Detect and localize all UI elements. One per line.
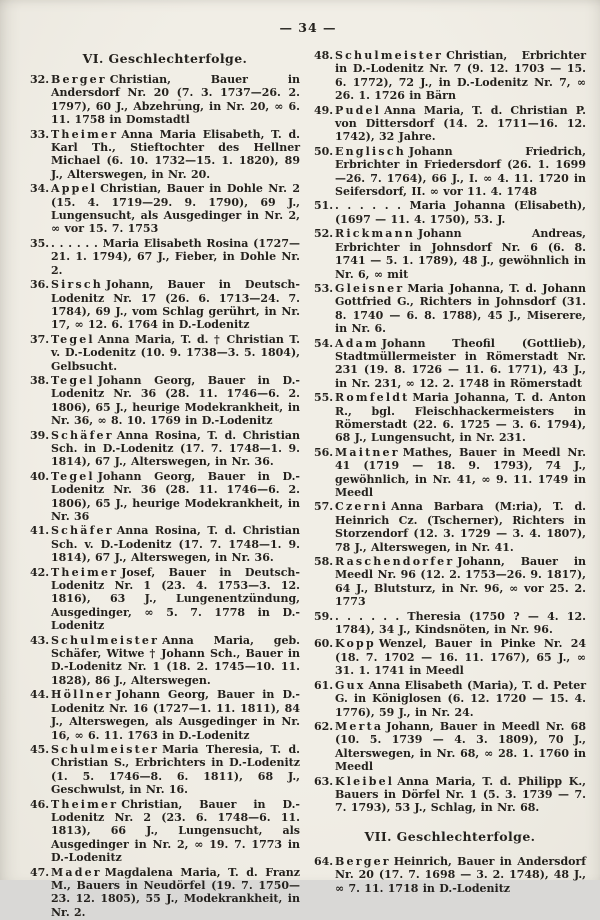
entry-surname: Theimer: [51, 565, 119, 579]
entry-surname: Schulmeister: [335, 49, 444, 62]
entry-text: Christian, Bauer in Andersdorf Nr. 20 (7. 3. 1737—26. 2. 1797), 60 J., Abzehrung, in Nr. 20, ∞ 6. 11. 1758 in Domstadtl: [51, 73, 300, 127]
genealogy-entry: [314, 610, 586, 637]
entry-text: Johann, Bauer in Meedl Nr. 96 (12. 2. 1753—26. 9. 1817), 64 J., Blutsturz, in Nr. 96, ∞ vor 25. 2. 1773: [335, 555, 586, 609]
ink-speck: [178, 99, 181, 101]
genealogy-entry: [314, 227, 586, 281]
genealogy-entry: [314, 720, 586, 774]
genealogy-entry: [314, 679, 586, 719]
genealogy-entry: [314, 49, 586, 103]
entry-surname: Theimer: [51, 127, 119, 141]
genealogy-entry: [30, 182, 300, 236]
genealogy-entry: [314, 145, 586, 199]
genealogy-entry: [314, 282, 586, 336]
genealogy-entry: [30, 866, 300, 920]
entry-number: 61.: [314, 678, 334, 692]
entry-number: 35.: [30, 236, 50, 250]
entry-text: Johann, Bauer in Deutsch-Lodenitz Nr. 17 (26. 6. 1713—24. 7. 1784), 69 J., vom Schlag gerührt, in Nr. 17, ∞ 12. 6. 1764 in D.-Lodenitz: [51, 278, 300, 332]
entry-surname: Schulmeister: [51, 742, 160, 756]
genealogy-entry: [30, 278, 300, 332]
entry-text: Johann, Bauer in Meedl Nr. 68 (10. 5. 1739 — 4. 3. 1809), 70 J., Alterswegen, in Nr. 68, ∞ 28. 1. 1760 in Meedl: [335, 719, 586, 774]
entry-surname: Schäfer: [51, 428, 114, 442]
entry-number: 58.: [314, 555, 334, 569]
entry-text: Christian, Bauer in D.-Lodenitz Nr. 2 (23. 6. 1748—6. 11. 1813), 66 J., Lungensucht, als Ausgedinger in Nr. 2, ∞ 19. 7. 1773 in D.-Lodenitz: [51, 797, 300, 865]
entry-text: Anna Maria, T. d. † Christian T. v. D.-Lodenitz (10. 9. 1738—3. 5. 1804), Gelbsucht.: [51, 332, 300, 373]
entry-text: Anna Maria, T. d. Christian P. von Dittersdorf (14. 2. 1711—16. 12. 1742), 32 Jahre.: [335, 103, 586, 144]
section-heading-vi: VI. Geschlechterfolge.: [82, 51, 248, 66]
entry-surname: Rickmann: [335, 227, 416, 241]
entry-number: 47.: [30, 865, 50, 879]
entry-text: Magdalena Maria, T. d. Franz M., Bauers in Neudörfel (19. 7. 1750—23. 12. 1805), 55 J., Modekrankheit, in Nr. 2.: [51, 865, 300, 919]
entry-number: 34.: [30, 182, 50, 196]
entry-surname: Berger: [335, 854, 391, 868]
genealogy-entry: [30, 333, 300, 373]
genealogy-entry: [30, 73, 300, 127]
genealogy-entry: [30, 429, 300, 469]
genealogy-entry: [30, 128, 300, 182]
page-number: — 34 —: [279, 20, 337, 35]
genealogy-entry: [314, 104, 586, 144]
entry-number: 60.: [314, 637, 334, 651]
entry-surname: Czerni: [335, 500, 389, 514]
genealogy-entry: [314, 637, 586, 677]
entry-text: Christian, Erbrichter in D.-Lodenitz Nr. 7 (9. 12. 1703 — 15. 6. 1772), 72 J., in D.-Lodenitz Nr. 7, ∞ 26. 1. 1726 in Bärn: [335, 49, 586, 103]
entry-surname: Pudel: [335, 103, 382, 117]
entry-number: 46.: [30, 797, 50, 811]
entry-surname: Appel: [51, 182, 98, 196]
ink-speck: [223, 57, 225, 59]
entry-text: Mathes, Bauer in Meedl Nr. 41 (1719 — 18. 9. 1793), 74 J., gewöhnlich, in Nr. 41, ∞ 9. 11. 1749 in Meedl: [335, 445, 586, 499]
entry-surname: Berger: [51, 73, 107, 86]
entry-text: Johann Friedrich, Erbrichter in Friedersdorf (26. 1. 1699—26. 7. 1764), 66 J., I. ∞ 4. 11. 1720 in Seifersdorf, II. ∞ vor 11. 4. 1748: [335, 144, 586, 199]
entry-number: 36.: [30, 278, 50, 292]
genealogy-entry: [30, 566, 300, 633]
genealogy-entry: [30, 374, 300, 428]
genealogy-entry: [314, 337, 586, 391]
entry-text: Anna Maria, T. d. Philipp K., Bauers in Dörfel Nr. 1 (5. 3. 1739 — 7. 7. 1793), 53 J., Schlag, in Nr. 68.: [335, 774, 586, 815]
entry-surname: Mader: [51, 865, 102, 879]
left-column: [30, 49, 300, 920]
right-column: [314, 49, 586, 920]
entry-text: Maria Johanna, T. d. Anton R., bgl. Fleischhackermeisters in Römerstadt (22. 6. 1725 — 3. 6. 1794), 68 J., Lungensucht, in Nr. 231.: [335, 391, 586, 445]
entry-surname: Höllner: [51, 688, 114, 702]
entry-number: 44.: [30, 688, 50, 702]
genealogy-entry: [314, 855, 586, 895]
entry-number: 52.: [314, 227, 334, 241]
entry-number: 63.: [314, 774, 334, 788]
genealogy-entry: [30, 798, 300, 865]
entry-surname: Schulmeister: [51, 633, 160, 647]
entry-surname: Merta: [335, 719, 384, 733]
entry-text: Wenzel, Bauer in Pinke Nr. 24 (18. 7. 1702 — 16. 11. 1767), 65 J., ∞ 31. 1. 1741 in Meedl: [335, 637, 586, 678]
entry-number: 45.: [30, 742, 50, 756]
entry-text: Anna Barbara (M:ria), T. d. Heinrich Cz. (Tscherner), Richters in Storzendorf (12. 3. 1729 — 3. 4. 1807), 78 J., Alterswegen, in Nr. 41.: [335, 500, 586, 554]
entry-list-right: [314, 49, 586, 815]
entry-text: Anna Rosina, T. d. Christian Sch. in D.-Lodenitz (17. 7. 1748—1. 9. 1814), 67 J., Alterswegen, in Nr. 36.: [51, 428, 300, 469]
genealogy-entry: [314, 391, 586, 445]
entry-number: 59.: [314, 609, 334, 623]
entry-number: 49.: [314, 103, 334, 117]
genealogy-entry: [314, 775, 586, 815]
section-heading-vii: VII. Geschlechterfolge.: [364, 828, 536, 844]
entry-surname: Kopp: [335, 637, 376, 651]
entry-number: 33.: [30, 127, 50, 141]
entry-surname: Gux: [335, 678, 366, 692]
entry-surname: Englisch: [335, 144, 406, 158]
entry-text: Anna Maria, geb. Schäfer, Witwe † Johann Sch., Bauer in D.-Lodenitz Nr. 1 (18. 2. 1745—10. 11. 1828), 86 J., Alterswegen.: [51, 633, 300, 687]
genealogy-entry: [314, 446, 586, 500]
entry-number: 50.: [314, 144, 334, 158]
genealogy-entry: [314, 555, 586, 609]
entry-text: . . . . . . Theresia (1750 ? — 4. 12. 1784), 34 J., Kindsnöten, in Nr. 96.: [335, 609, 586, 637]
genealogy-entry: [30, 743, 300, 797]
genealogy-entry: [30, 237, 300, 277]
entry-number: 64.: [314, 854, 334, 868]
entry-number: 48.: [314, 49, 334, 62]
genealogy-entry: [30, 524, 300, 564]
genealogy-entry: [30, 688, 300, 742]
entry-surname: Raschendorfer: [335, 555, 455, 569]
entry-number: 51.: [314, 199, 334, 213]
entry-surname: Romfeldt: [335, 391, 410, 405]
entry-text: Johann Georg, Bauer in D.-Lodenitz Nr. 36 (28. 11. 1746—6. 2. 1806), 65 J., heurige Modekrankheit, in Nr. 36: [51, 469, 300, 523]
genealogy-entry: [314, 500, 586, 554]
entry-number: 41.: [30, 524, 50, 538]
entry-number: 39.: [30, 428, 50, 442]
entry-text: . . . . . . Maria Elisabeth Rosina (1727—21. 1. 1794), 67 J., Fieber, in Dohle Nr. 2.: [51, 236, 300, 277]
ink-speck: [282, 871, 286, 873]
entry-number: 53.: [314, 281, 334, 295]
entry-text: Johann Andreas, Erbrichter in Johnsdorf Nr. 6 (6. 8. 1741 — 5. 1. 1789), 48 J., gewöhnlich in Nr. 6, ∞ mit: [335, 227, 586, 281]
entry-number: 37.: [30, 332, 50, 346]
entry-surname: Tegel: [51, 469, 95, 483]
entry-text: Josef, Bauer in Deutsch-Lodenitz Nr. 1 (23. 4. 1753—3. 12. 1816), 63 J., Lungenentzündung, Ausgedinger, ∞ 5. 7. 1778 in D.-Lodenitz: [51, 565, 300, 633]
two-column-layout: [30, 49, 586, 920]
entry-surname: Theimer: [51, 797, 119, 811]
entry-text: Christian, Bauer in Dohle Nr. 2 (15. 4. 1719—29. 9. 1790), 69 J., Lungensucht, als Ausgedinger in Nr. 2, ∞ vor 15. 7. 1753: [51, 182, 300, 236]
entry-text: Maria Theresia, T. d. Christian S., Erbrichters in D.-Lodenitz (1. 5. 1746—8. 6. 1811), 68 J., Geschwulst, in Nr. 16.: [51, 742, 300, 797]
entry-text: Johann Georg, Bauer in D.-Lodenitz Nr. 36 (28. 11. 1746—6. 2. 1806), 65 J., heurige Modekrankheit, in Nr. 36, ∞ 8. 10. 1769 in D.-Lodenitz: [51, 373, 300, 428]
entry-number: 54.: [314, 336, 334, 350]
entry-number: 42.: [30, 565, 50, 579]
entry-text: . . . . . . Maria Johanna (Elisabeth), (1697 — 11. 4. 1750), 53. J.: [335, 199, 586, 226]
genealogy-entry: [30, 634, 300, 688]
entry-surname: Schäfer: [51, 524, 114, 538]
entry-text: Johann Georg, Bauer in D.-Lodenitz Nr. 16 (1727—1. 11. 1811), 84 J., Alterswegen, als Ausgedinger in Nr. 16, ∞ 6. 11. 1763 in D.-Lodenitz: [51, 688, 300, 742]
entry-surname: Tegel: [51, 373, 95, 387]
entry-list-right-vii: [314, 855, 586, 895]
entry-text: Johann Theofil (Gottlieb), Stadtmüllermeister in Römerstadt Nr. 231 (19. 8. 1726 — 11. 6. 1771), 43 J., in Nr. 231, ∞ 12. 2. 1748 in Römerstadt: [335, 336, 586, 390]
entry-surname: Tegel: [51, 332, 95, 346]
entry-number: 38.: [30, 373, 50, 387]
entry-text: Anna Maria Elisabeth, T. d. Karl Th., Stieftochter des Hellner Michael (6. 10. 1732—15. 1. 1820), 89 J., Alterswegen, in Nr. 20.: [51, 127, 300, 181]
entry-text: Maria Johanna, T. d. Johann Gottfried G., Richters in Johnsdorf (31. 8. 1740 — 6. 8. 1788), 45 J., Miserere, in Nr. 6.: [335, 281, 586, 336]
entry-text: Anna Elisabeth (Maria), T. d. Peter G. in Königlosen (6. 12. 1720 — 15. 4. 1776), 59 J., in Nr. 24.: [335, 678, 586, 719]
entry-surname: Kleibel: [335, 774, 395, 788]
entry-number: 55.: [314, 391, 334, 405]
entry-text: Heinrich, Bauer in Andersdorf Nr. 20 (17. 7. 1698 — 3. 2. 1748), 48 J., ∞ 7. 11. 1718 in D.-Lodenitz: [335, 854, 586, 895]
entry-list-left: [30, 73, 300, 919]
entry-surname: Adam: [335, 336, 379, 350]
entry-surname: Sirsch: [51, 278, 104, 292]
entry-number: 62.: [314, 719, 334, 733]
entry-number: 56.: [314, 445, 334, 459]
entry-surname: Maitner: [335, 445, 400, 459]
entry-number: 40.: [30, 469, 50, 483]
entry-number: 57.: [314, 500, 334, 514]
entry-number: 43.: [30, 633, 50, 647]
entry-surname: Gleisner: [335, 281, 405, 295]
genealogy-entry: [30, 470, 300, 524]
entry-text: Anna Rosina, T. d. Christian Sch. v. D.-Lodenitz (17. 7. 1748—1. 9. 1814), 67 J., Alterswegen, in Nr. 36.: [51, 524, 300, 565]
genealogy-entry: [314, 199, 586, 226]
entry-number: 32.: [30, 73, 50, 86]
